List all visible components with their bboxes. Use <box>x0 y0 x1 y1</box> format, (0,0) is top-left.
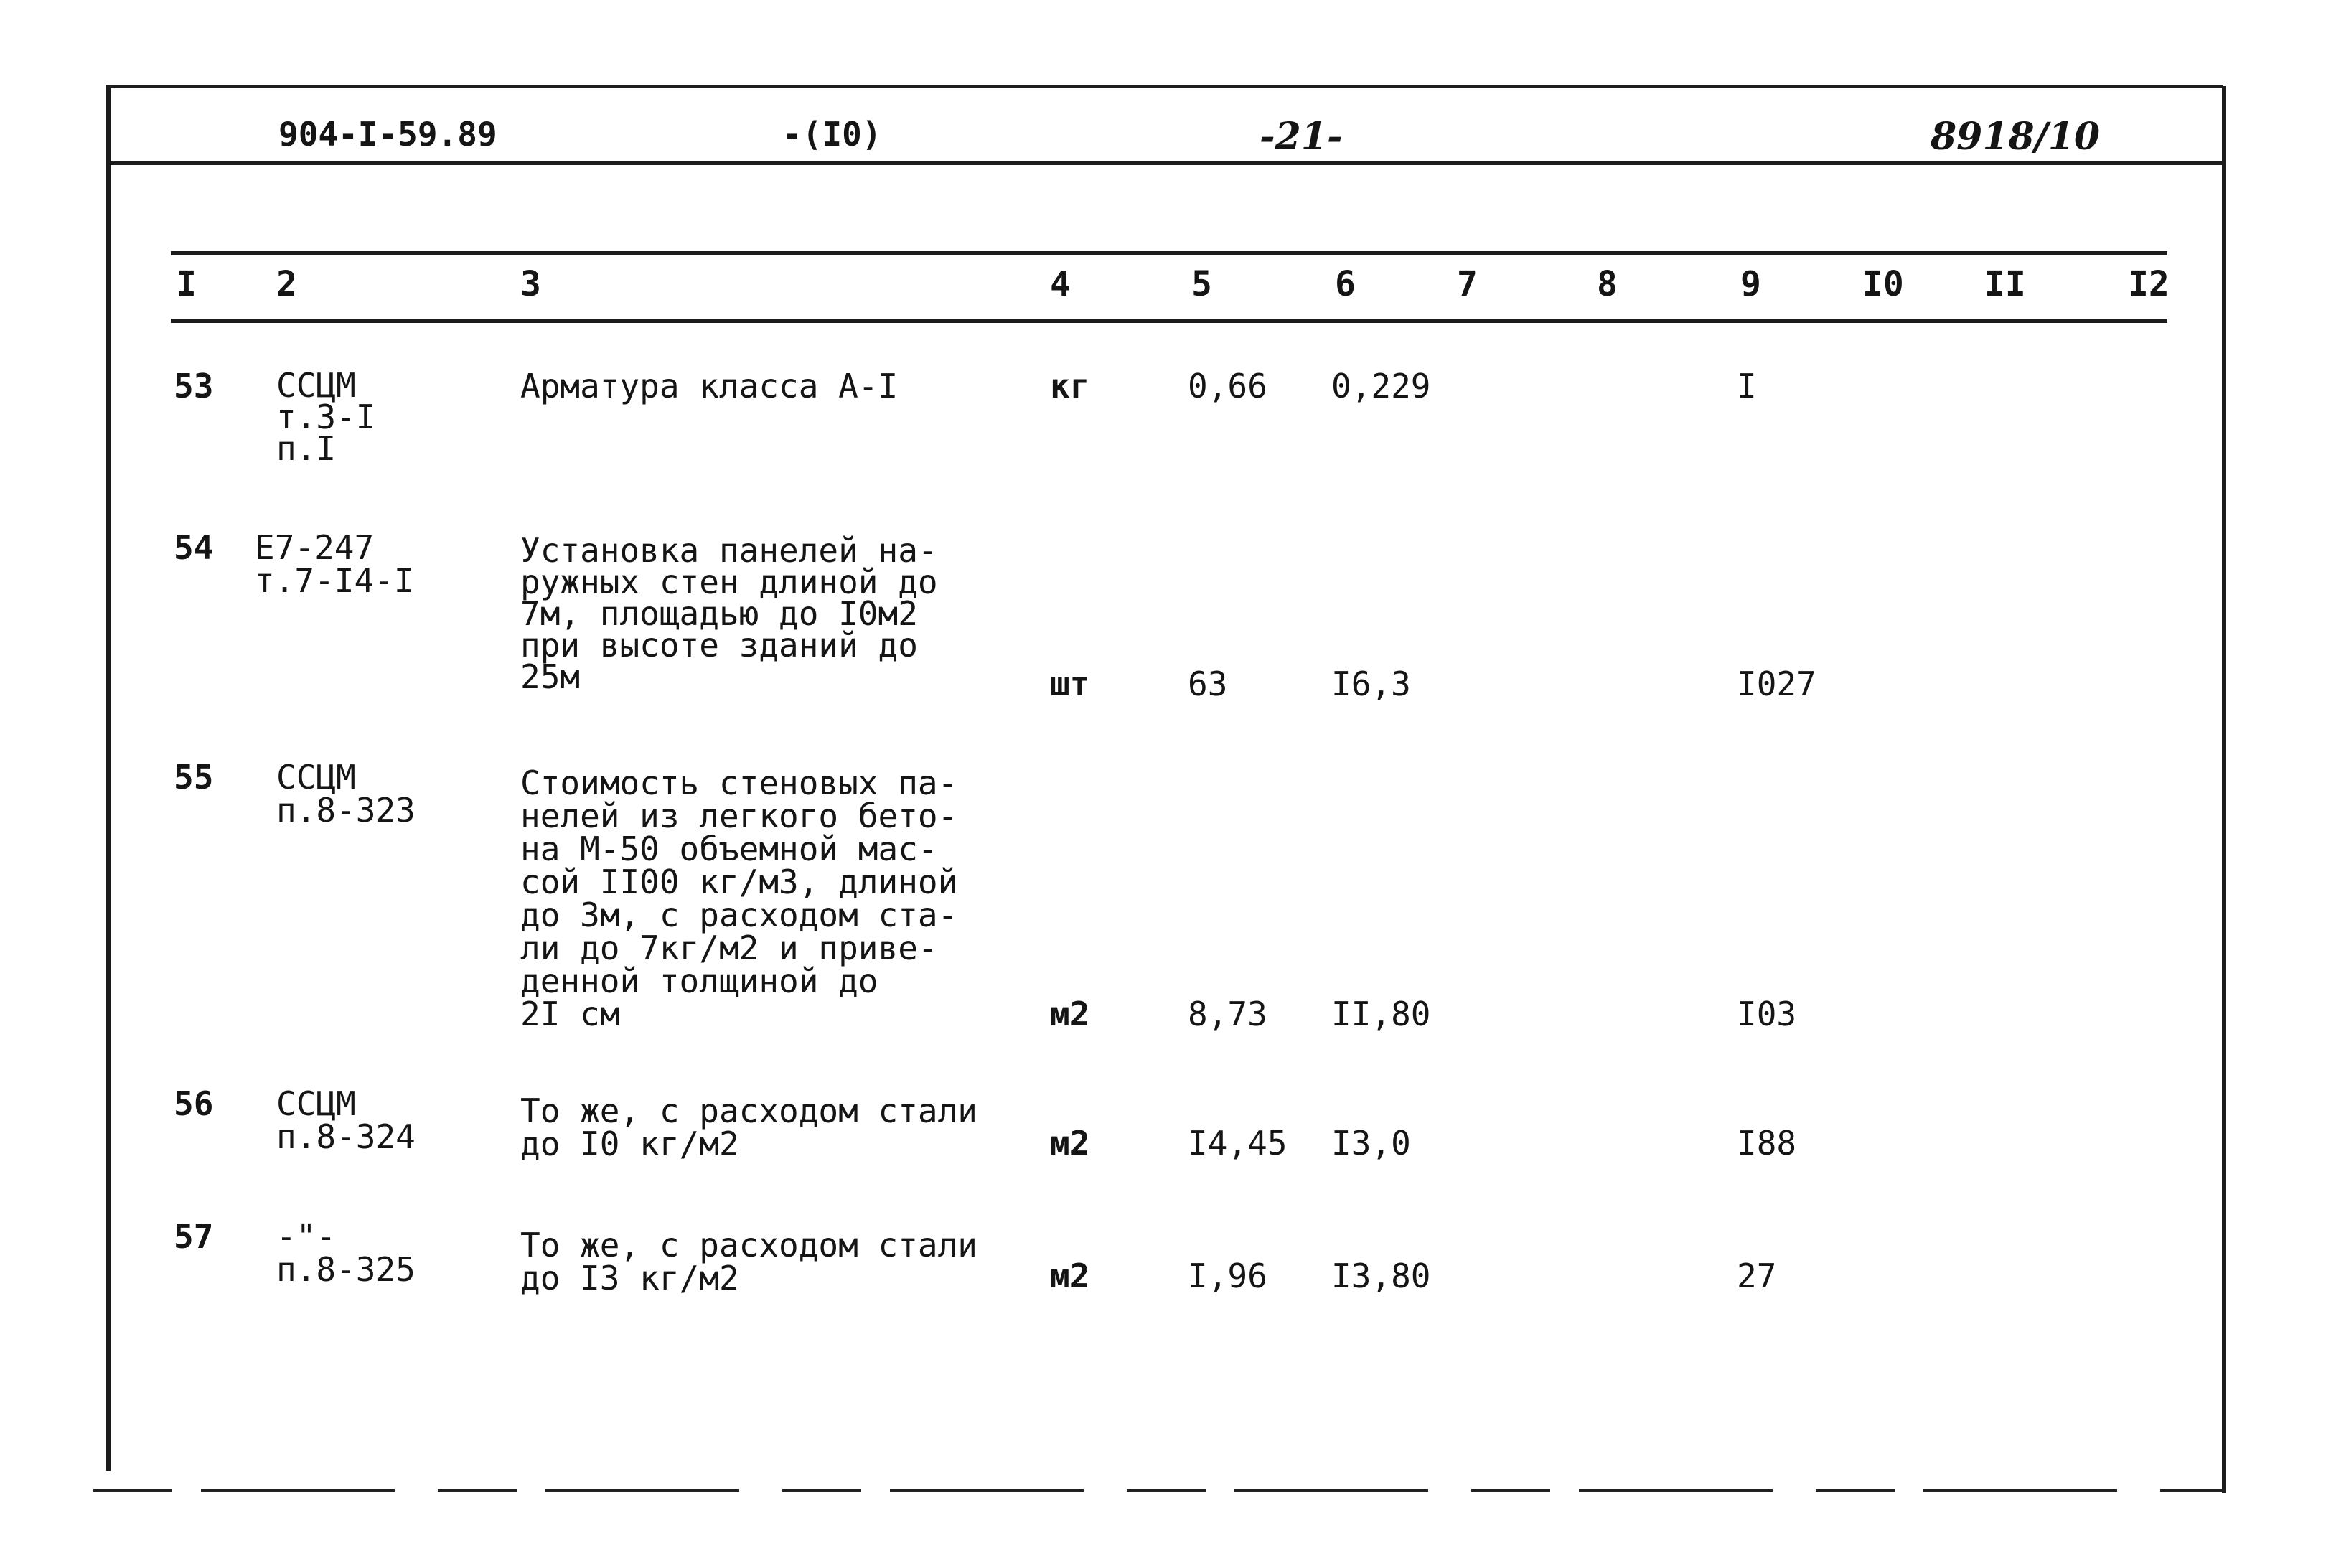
unit: м2 <box>1050 1257 1090 1295</box>
total: I03 <box>1737 995 1797 1033</box>
quantity: 0,66 <box>1188 367 1267 405</box>
header-rule <box>106 161 2223 165</box>
quantity: 63 <box>1188 665 1228 703</box>
total: I <box>1737 367 1757 405</box>
price-code: Е7-247 т.7-I4-I <box>255 528 414 600</box>
unit-price: II,80 <box>1331 995 1431 1033</box>
unit: шт <box>1050 665 1090 703</box>
column-header-12: I2 <box>2128 264 2170 304</box>
price-code: ССЦМ п.8-323 <box>276 758 416 830</box>
quantity: I,96 <box>1188 1257 1267 1295</box>
archive-number: 8918/10 <box>1931 115 2101 159</box>
column-header-6: 6 <box>1335 264 1356 304</box>
unit-price: I3,0 <box>1331 1124 1411 1163</box>
total: I88 <box>1737 1124 1797 1163</box>
unit-price: I6,3 <box>1331 665 1411 703</box>
column-header-5: 5 <box>1191 264 1212 304</box>
column-header-1: I <box>176 264 197 304</box>
total: 27 <box>1737 1257 1777 1295</box>
document-code: 904-I-59.89 <box>278 115 497 154</box>
row-number: 53 <box>174 367 214 405</box>
row-number: 57 <box>174 1217 214 1256</box>
row-number: 56 <box>174 1084 214 1123</box>
column-header-8: 8 <box>1597 264 1618 304</box>
total: I027 <box>1737 665 1816 703</box>
column-header-9: 9 <box>1740 264 1761 304</box>
work-description: Установка панелей на- ружных стен длиной до 7м, площадью до I0м2 при высоте зданий до 25м <box>520 531 938 696</box>
column-header-3: 3 <box>520 264 541 304</box>
quantity: 8,73 <box>1188 995 1267 1033</box>
price-code: -"- п.8-325 <box>276 1217 416 1289</box>
row-number: 55 <box>174 758 214 797</box>
column-header-2: 2 <box>276 264 297 304</box>
document-part: -(I0) <box>782 115 882 154</box>
work-description: Стоимость стеновых па- нелей из легкого бето- на М-50 объемной мас- сой II00 кг/м3, длиной до 3м, с расходом ста- ли до 7кг/м2 и приве- денной толщиной до 2I см <box>520 764 958 1033</box>
work-description: Арматура класса А-I <box>520 367 899 405</box>
table-header-rule <box>171 319 2167 323</box>
unit-price: I3,80 <box>1331 1257 1431 1295</box>
unit-price: 0,229 <box>1331 367 1431 405</box>
unit: м2 <box>1050 1124 1090 1163</box>
work-description: То же, с расходом стали до I0 кг/м2 <box>520 1092 977 1163</box>
row-number: 54 <box>174 528 214 567</box>
page-number: -21- <box>1260 115 1343 159</box>
table-top-rule <box>171 251 2167 255</box>
frame-bottom-border <box>93 1489 2225 1492</box>
frame-right-border <box>2222 86 2226 1493</box>
unit: м2 <box>1050 995 1090 1033</box>
unit: кг <box>1050 367 1090 405</box>
column-header-7: 7 <box>1457 264 1478 304</box>
work-description: То же, с расходом стали до I3 кг/м2 <box>520 1226 977 1297</box>
frame-top-border <box>106 85 2223 88</box>
column-header-11: II <box>1984 264 2026 304</box>
column-header-10: I0 <box>1862 264 1904 304</box>
frame-left-border <box>106 86 111 1471</box>
column-header-4: 4 <box>1050 264 1071 304</box>
price-code: ССЦМ п.8-324 <box>276 1084 416 1156</box>
quantity: I4,45 <box>1188 1124 1288 1163</box>
price-code: ССЦМ т.3-I п.I <box>276 366 376 468</box>
